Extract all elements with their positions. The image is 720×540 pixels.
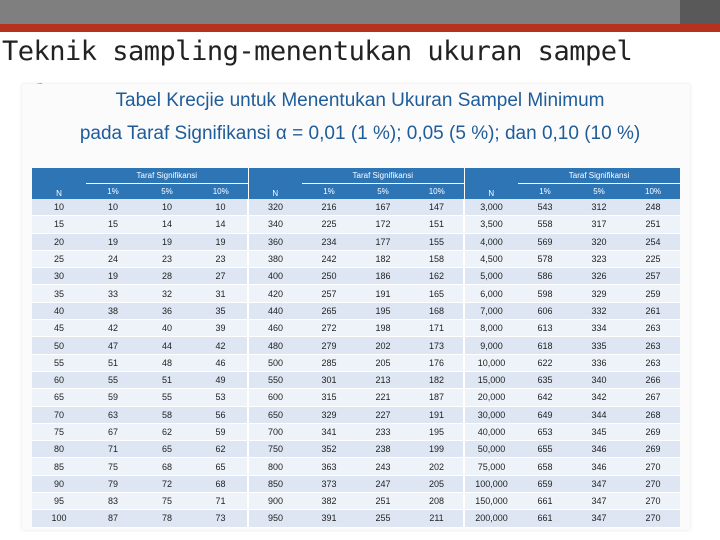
table-cell: 301 <box>302 371 356 388</box>
table-cell: 558 <box>518 216 572 233</box>
table-cell: 267 <box>626 389 680 406</box>
table-cell: 56 <box>194 406 248 423</box>
table-cell: 598 <box>518 285 572 302</box>
table-row <box>32 493 680 510</box>
table-cell: 80 <box>32 441 86 458</box>
table-cell: 208 <box>410 493 464 510</box>
table-cell: 100 <box>32 510 86 527</box>
table-cell: 48 <box>140 354 194 371</box>
table-cell: 320 <box>572 233 626 250</box>
table-cell: 176 <box>410 354 464 371</box>
table-cell: 270 <box>626 458 680 475</box>
slide-title: Teknik sampling-menentukan ukuran sampel <box>2 36 633 67</box>
table-cell: 40 <box>140 320 194 337</box>
table-cell: 285 <box>302 354 356 371</box>
table-cell: 261 <box>626 302 680 319</box>
table-cell: 251 <box>626 216 680 233</box>
table-cell: 263 <box>626 337 680 354</box>
table-cell: 24 <box>86 250 140 267</box>
table-cell: 850 <box>248 475 302 492</box>
header-significance-group: Taraf Signifikansi <box>86 168 248 184</box>
table-row <box>32 389 680 406</box>
table-cell: 800 <box>248 458 302 475</box>
table-cell: 7,000 <box>464 302 518 319</box>
table-cell: 15 <box>86 216 140 233</box>
table-cell: 642 <box>518 389 572 406</box>
table-cell: 332 <box>572 302 626 319</box>
table-cell: 177 <box>356 233 410 250</box>
table-cell: 182 <box>356 250 410 267</box>
krejcie-table <box>32 168 680 528</box>
top-decor-bar <box>0 0 720 24</box>
table-cell: 340 <box>572 371 626 388</box>
table-cell: 202 <box>356 337 410 354</box>
table-cell: 315 <box>302 389 356 406</box>
table-cell: 649 <box>518 406 572 423</box>
table-cell: 186 <box>356 268 410 285</box>
table-cell: 268 <box>626 406 680 423</box>
table-row <box>32 268 680 285</box>
top-decor-block <box>680 0 720 24</box>
table-cell: 70 <box>32 406 86 423</box>
table-cell: 199 <box>410 441 464 458</box>
table-cell: 205 <box>356 354 410 371</box>
table-cell: 269 <box>626 423 680 440</box>
header-level-10pct: 10% <box>194 184 248 200</box>
table-cell: 270 <box>626 475 680 492</box>
table-cell: 400 <box>248 268 302 285</box>
table-cell: 500 <box>248 354 302 371</box>
table-cell: 65 <box>32 389 86 406</box>
table-cell: 162 <box>410 268 464 285</box>
table-cell: 14 <box>194 216 248 233</box>
table-cell: 78 <box>140 510 194 527</box>
table-cell: 25 <box>32 250 86 267</box>
table-cell: 9,000 <box>464 337 518 354</box>
table-header <box>32 168 680 199</box>
table-cell: 329 <box>302 406 356 423</box>
table-cell: 68 <box>194 475 248 492</box>
table-cell: 6,000 <box>464 285 518 302</box>
table-cell: 622 <box>518 354 572 371</box>
table-cell: 266 <box>626 371 680 388</box>
table-cell: 750 <box>248 441 302 458</box>
table-cell: 68 <box>140 458 194 475</box>
table-cell: 211 <box>410 510 464 527</box>
table-cell: 75 <box>140 493 194 510</box>
table-cell: 33 <box>86 285 140 302</box>
table-cell: 4,500 <box>464 250 518 267</box>
table-cell: 613 <box>518 320 572 337</box>
table-cell: 216 <box>302 199 356 216</box>
table-cell: 320 <box>248 199 302 216</box>
table-cell: 65 <box>140 441 194 458</box>
table-cell: 40,000 <box>464 423 518 440</box>
table-cell: 618 <box>518 337 572 354</box>
table-row <box>32 285 680 302</box>
table-cell: 233 <box>356 423 410 440</box>
table-cell: 71 <box>86 441 140 458</box>
table-cell: 480 <box>248 337 302 354</box>
table-cell: 334 <box>572 320 626 337</box>
table-cell: 59 <box>86 389 140 406</box>
table-cell: 205 <box>410 475 464 492</box>
table-cell: 150,000 <box>464 493 518 510</box>
table-cell: 586 <box>518 268 572 285</box>
table-cell: 312 <box>572 199 626 216</box>
table-cell: 10 <box>194 199 248 216</box>
table-cell: 85 <box>32 458 86 475</box>
table-row <box>32 320 680 337</box>
table-cell: 191 <box>356 285 410 302</box>
header-n: N <box>464 168 518 199</box>
table-cell: 950 <box>248 510 302 527</box>
table-cell: 195 <box>410 423 464 440</box>
table-cell: 83 <box>86 493 140 510</box>
table-cell: 650 <box>248 406 302 423</box>
table-cell: 234 <box>302 233 356 250</box>
table-cell: 550 <box>248 371 302 388</box>
table-cell: 238 <box>356 441 410 458</box>
table-cell: 225 <box>626 250 680 267</box>
table-cell: 36 <box>140 302 194 319</box>
top-accent-stripe <box>0 24 720 32</box>
table-cell: 270 <box>626 493 680 510</box>
table-cell: 62 <box>194 441 248 458</box>
header-level-1pct: 1% <box>518 184 572 200</box>
table-cell: 606 <box>518 302 572 319</box>
table-cell: 46 <box>194 354 248 371</box>
table-cell: 578 <box>518 250 572 267</box>
header-level-10pct: 10% <box>626 184 680 200</box>
table-cell: 55 <box>86 371 140 388</box>
header-significance-group: Taraf Signifikansi <box>518 168 680 184</box>
table-cell: 90 <box>32 475 86 492</box>
table-cell: 20 <box>32 233 86 250</box>
table-cell: 329 <box>572 285 626 302</box>
table-cell: 47 <box>86 337 140 354</box>
table-cell: 250 <box>302 268 356 285</box>
table-cell: 340 <box>248 216 302 233</box>
table-row <box>32 250 680 267</box>
table-cell: 661 <box>518 510 572 527</box>
table-cell: 263 <box>626 320 680 337</box>
table-cell: 10 <box>32 199 86 216</box>
table-cell: 380 <box>248 250 302 267</box>
table-cell: 19 <box>140 233 194 250</box>
table-cell: 14 <box>140 216 194 233</box>
table-cell: 172 <box>356 216 410 233</box>
table-cell: 165 <box>410 285 464 302</box>
table-cell: 167 <box>356 199 410 216</box>
table-cell: 382 <box>302 493 356 510</box>
table-cell: 391 <box>302 510 356 527</box>
table-cell: 19 <box>86 268 140 285</box>
table-cell: 221 <box>356 389 410 406</box>
table-cell: 336 <box>572 354 626 371</box>
header-level-1pct: 1% <box>86 184 140 200</box>
table-row <box>32 458 680 475</box>
table-cell: 95 <box>32 493 86 510</box>
table-cell: 42 <box>194 337 248 354</box>
table-cell: 171 <box>410 320 464 337</box>
table-body <box>32 199 680 527</box>
table-cell: 346 <box>572 441 626 458</box>
table-cell: 265 <box>302 302 356 319</box>
table-cell: 200,000 <box>464 510 518 527</box>
table-cell: 23 <box>140 250 194 267</box>
table-cell: 151 <box>410 216 464 233</box>
table-cell: 100,000 <box>464 475 518 492</box>
table-cell: 28 <box>140 268 194 285</box>
table-cell: 227 <box>356 406 410 423</box>
table-row <box>32 337 680 354</box>
table-cell: 658 <box>518 458 572 475</box>
table-row <box>32 216 680 233</box>
table-cell: 158 <box>410 250 464 267</box>
table-cell: 173 <box>410 337 464 354</box>
table-cell: 195 <box>356 302 410 319</box>
table-cell: 317 <box>572 216 626 233</box>
table-row <box>32 406 680 423</box>
table-cell: 44 <box>140 337 194 354</box>
table-cell: 72 <box>140 475 194 492</box>
header-significance-group: Taraf Signifikansi <box>302 168 464 184</box>
table-cell: 51 <box>86 354 140 371</box>
table-cell: 55 <box>32 354 86 371</box>
table-cell: 10 <box>86 199 140 216</box>
table-cell: 4,000 <box>464 233 518 250</box>
table-cell: 87 <box>86 510 140 527</box>
table-cell: 700 <box>248 423 302 440</box>
table-cell: 55 <box>140 389 194 406</box>
table-cell: 75,000 <box>464 458 518 475</box>
table-cell: 344 <box>572 406 626 423</box>
table-heading-line2: pada Taraf Signifikansi α = 0,01 (1 %); 0,05 (5 %); dan 0,10 (10 %) <box>79 123 641 144</box>
table-cell: 45 <box>32 320 86 337</box>
table-cell: 155 <box>410 233 464 250</box>
table-cell: 247 <box>356 475 410 492</box>
table-cell: 440 <box>248 302 302 319</box>
table-cell: 62 <box>140 423 194 440</box>
table-cell: 60 <box>32 371 86 388</box>
table-row <box>32 441 680 458</box>
table-cell: 335 <box>572 337 626 354</box>
table-row <box>32 423 680 440</box>
table-cell: 63 <box>86 406 140 423</box>
header-n: N <box>248 168 302 199</box>
table-cell: 73 <box>194 510 248 527</box>
table-cell: 352 <box>302 441 356 458</box>
table-cell: 23 <box>194 250 248 267</box>
table-cell: 269 <box>626 441 680 458</box>
table-cell: 543 <box>518 199 572 216</box>
table-cell: 49 <box>194 371 248 388</box>
header-level-10pct: 10% <box>410 184 464 200</box>
header-level-5pct: 5% <box>356 184 410 200</box>
table-cell: 202 <box>410 458 464 475</box>
table-cell: 31 <box>194 285 248 302</box>
table-cell: 263 <box>626 354 680 371</box>
table-cell: 3,000 <box>464 199 518 216</box>
table-cell: 363 <box>302 458 356 475</box>
table-cell: 655 <box>518 441 572 458</box>
table-cell: 27 <box>194 268 248 285</box>
table-cell: 635 <box>518 371 572 388</box>
table-cell: 251 <box>356 493 410 510</box>
table-cell: 15,000 <box>464 371 518 388</box>
table-row <box>32 233 680 250</box>
table-cell: 168 <box>410 302 464 319</box>
table-cell: 360 <box>248 233 302 250</box>
table-cell: 75 <box>32 423 86 440</box>
header-level-5pct: 5% <box>140 184 194 200</box>
header-n: N <box>32 168 86 199</box>
table-cell: 50 <box>32 337 86 354</box>
table-cell: 248 <box>626 199 680 216</box>
table-cell: 53 <box>194 389 248 406</box>
table-cell: 661 <box>518 493 572 510</box>
table-cell: 272 <box>302 320 356 337</box>
table-cell: 346 <box>572 458 626 475</box>
table-cell: 569 <box>518 233 572 250</box>
header-level-1pct: 1% <box>302 184 356 200</box>
table-row <box>32 510 680 527</box>
table-row <box>32 475 680 492</box>
table-cell: 347 <box>572 510 626 527</box>
table-cell: 198 <box>356 320 410 337</box>
table-cell: 65 <box>194 458 248 475</box>
table-cell: 342 <box>572 389 626 406</box>
table-row <box>32 302 680 319</box>
table-cell: 38 <box>86 302 140 319</box>
table-cell: 213 <box>356 371 410 388</box>
table-cell: 323 <box>572 250 626 267</box>
table-cell: 39 <box>194 320 248 337</box>
table-cell: 59 <box>194 423 248 440</box>
table-cell: 19 <box>86 233 140 250</box>
table-cell: 255 <box>356 510 410 527</box>
table-cell: 243 <box>356 458 410 475</box>
table-cell: 40 <box>32 302 86 319</box>
table-cell: 3,500 <box>464 216 518 233</box>
table-cell: 187 <box>410 389 464 406</box>
table-cell: 42 <box>86 320 140 337</box>
table-cell: 257 <box>626 268 680 285</box>
header-level-5pct: 5% <box>572 184 626 200</box>
table-cell: 5,000 <box>464 268 518 285</box>
table-cell: 326 <box>572 268 626 285</box>
table-cell: 242 <box>302 250 356 267</box>
table-row <box>32 371 680 388</box>
table-cell: 10 <box>140 199 194 216</box>
krejcie-table-wrapper <box>32 168 680 523</box>
table-cell: 35 <box>32 285 86 302</box>
table-cell: 460 <box>248 320 302 337</box>
table-cell: 341 <box>302 423 356 440</box>
table-cell: 147 <box>410 199 464 216</box>
table-cell: 659 <box>518 475 572 492</box>
table-cell: 900 <box>248 493 302 510</box>
table-cell: 50,000 <box>464 441 518 458</box>
table-cell: 373 <box>302 475 356 492</box>
table-cell: 259 <box>626 285 680 302</box>
table-row <box>32 354 680 371</box>
table-cell: 67 <box>86 423 140 440</box>
table-cell: 19 <box>194 233 248 250</box>
table-cell: 8,000 <box>464 320 518 337</box>
table-cell: 30 <box>32 268 86 285</box>
table-cell: 270 <box>626 510 680 527</box>
table-cell: 71 <box>194 493 248 510</box>
table-cell: 347 <box>572 493 626 510</box>
table-cell: 35 <box>194 302 248 319</box>
table-cell: 279 <box>302 337 356 354</box>
table-cell: 254 <box>626 233 680 250</box>
table-cell: 51 <box>140 371 194 388</box>
table-cell: 653 <box>518 423 572 440</box>
table-heading-line1: Tabel Krecjie untuk Menentukan Ukuran Sampel Minimum <box>115 90 605 111</box>
table-cell: 345 <box>572 423 626 440</box>
table-cell: 32 <box>140 285 194 302</box>
table-cell: 58 <box>140 406 194 423</box>
table-cell: 10,000 <box>464 354 518 371</box>
table-cell: 79 <box>86 475 140 492</box>
table-cell: 191 <box>410 406 464 423</box>
table-cell: 30,000 <box>464 406 518 423</box>
table-row <box>32 199 680 216</box>
table-cell: 600 <box>248 389 302 406</box>
table-cell: 420 <box>248 285 302 302</box>
table-cell: 15 <box>32 216 86 233</box>
table-cell: 75 <box>86 458 140 475</box>
table-cell: 182 <box>410 371 464 388</box>
table-cell: 347 <box>572 475 626 492</box>
table-cell: 257 <box>302 285 356 302</box>
table-cell: 225 <box>302 216 356 233</box>
table-cell: 20,000 <box>464 389 518 406</box>
